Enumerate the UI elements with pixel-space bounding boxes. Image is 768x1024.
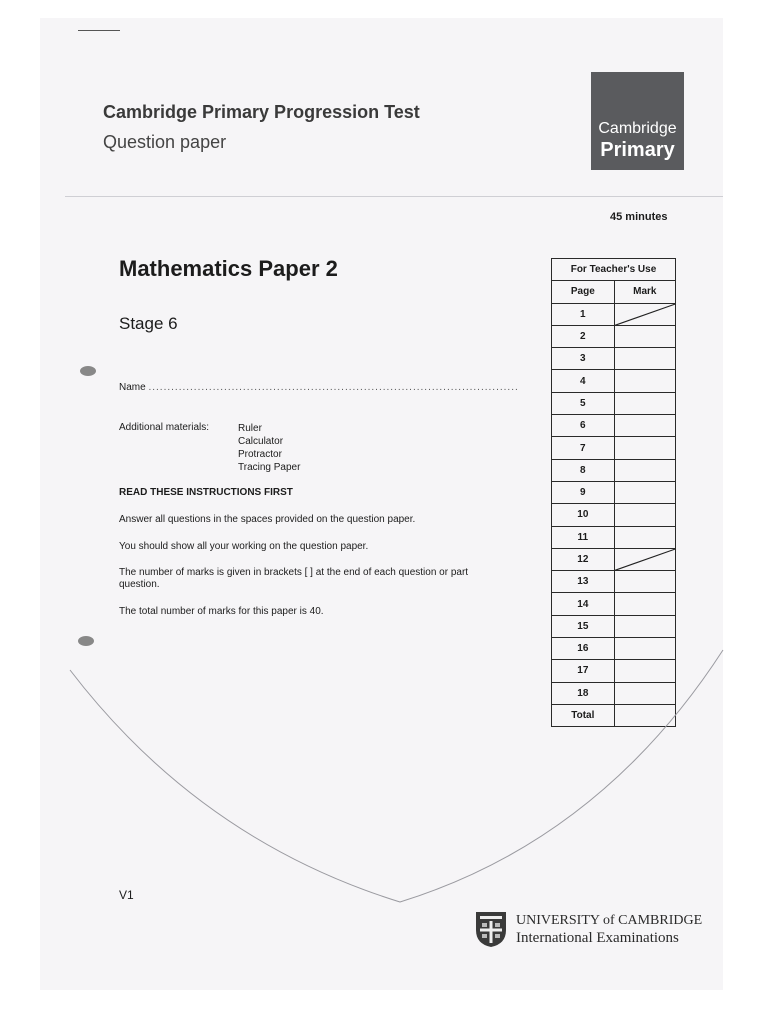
mark-cell[interactable] [614,348,675,370]
paper-title: Mathematics Paper 2 [119,256,338,281]
materials-list [238,422,300,474]
page-number: 18 [552,682,615,704]
header-divider [65,196,723,197]
mark-cell[interactable] [614,615,675,637]
page-number: 14 [552,593,615,615]
stage-label: Stage 6 [119,314,178,333]
table-row [552,459,676,481]
mark-cell[interactable] [614,526,675,548]
table-row [552,392,676,414]
fold-curve [40,640,723,910]
page-number: 4 [552,370,615,392]
corner-mark [78,30,120,31]
page-number: 3 [552,348,615,370]
material-item: Tracing Paper [238,462,301,473]
page-number: 2 [552,325,615,347]
column-header-page: Page [552,281,615,303]
university-name: UNIVERSITY of CAMBRIDGE [516,912,703,928]
mark-cell[interactable] [614,370,675,392]
column-header-mark: Mark [614,281,675,303]
mark-cell[interactable] [614,437,675,459]
logo-line-2: Primary [600,139,675,161]
mark-cell[interactable] [614,481,675,503]
material-item: Calculator [238,436,284,447]
table-row [552,303,676,325]
page-number: 16 [552,638,615,660]
instruction-line: Answer all questions in the spaces provided on the question paper. [119,514,416,525]
page-number: 17 [552,660,615,682]
page-number: 15 [552,615,615,637]
page-number: 6 [552,415,615,437]
duration: 45 minutes [610,211,668,223]
instructions-heading: READ THESE INSTRUCTIONS FIRST [119,487,293,498]
instruction-line: You should show all your working on the question paper. [119,541,369,552]
table-heading: For Teacher's Use [552,259,676,281]
table-row [552,437,676,459]
table-row [552,348,676,370]
table-row [552,526,676,548]
page-number: 1 [552,303,615,325]
table-row [552,370,676,392]
page-number: 12 [552,548,615,570]
university-logo [474,910,702,948]
page-number: 7 [552,437,615,459]
header-title: Cambridge Primary Progression Test [103,102,420,122]
mark-cell[interactable] [614,593,675,615]
punch-hole [80,366,96,376]
table-row [552,593,676,615]
instruction-line: The total number of marks for this paper is 40. [119,606,324,617]
university-subtitle: International Examinations [516,929,679,946]
material-item: Ruler [238,423,262,434]
crest-icon [474,910,508,948]
logo-line-1: Cambridge [598,120,677,137]
mark-cell-struck [614,548,675,570]
header-subtitle: Question paper [103,132,227,152]
mark-cell[interactable] [614,392,675,414]
page-number: 9 [552,481,615,503]
mark-cell[interactable] [614,504,675,526]
page-number: 8 [552,459,615,481]
table-row [552,615,676,637]
instruction-line: The number of marks is given in brackets [ ] at the end of each question or part question. [119,567,469,590]
mark-cell-struck [614,303,675,325]
material-item: Protractor [238,449,282,460]
mark-cell[interactable] [614,571,675,593]
page-number: 5 [552,392,615,414]
page-number: 13 [552,571,615,593]
materials-label: Additional materials: [119,422,210,433]
cambridge-primary-logo [591,72,684,170]
name-label: Name [119,382,146,393]
mark-cell[interactable] [614,415,675,437]
name-field[interactable] [119,382,519,393]
table-row [552,325,676,347]
mark-cell[interactable] [614,325,675,347]
page-number: 10 [552,504,615,526]
table-row [552,571,676,593]
page-number: 11 [552,526,615,548]
table-row [552,415,676,437]
table-row [552,548,676,570]
table-row [552,504,676,526]
name-dotted-line: .................................................................................................. [148,382,519,393]
table-row [552,481,676,503]
mark-cell[interactable] [614,459,675,481]
total-label: Total [552,704,615,726]
version-label: V1 [119,888,134,902]
